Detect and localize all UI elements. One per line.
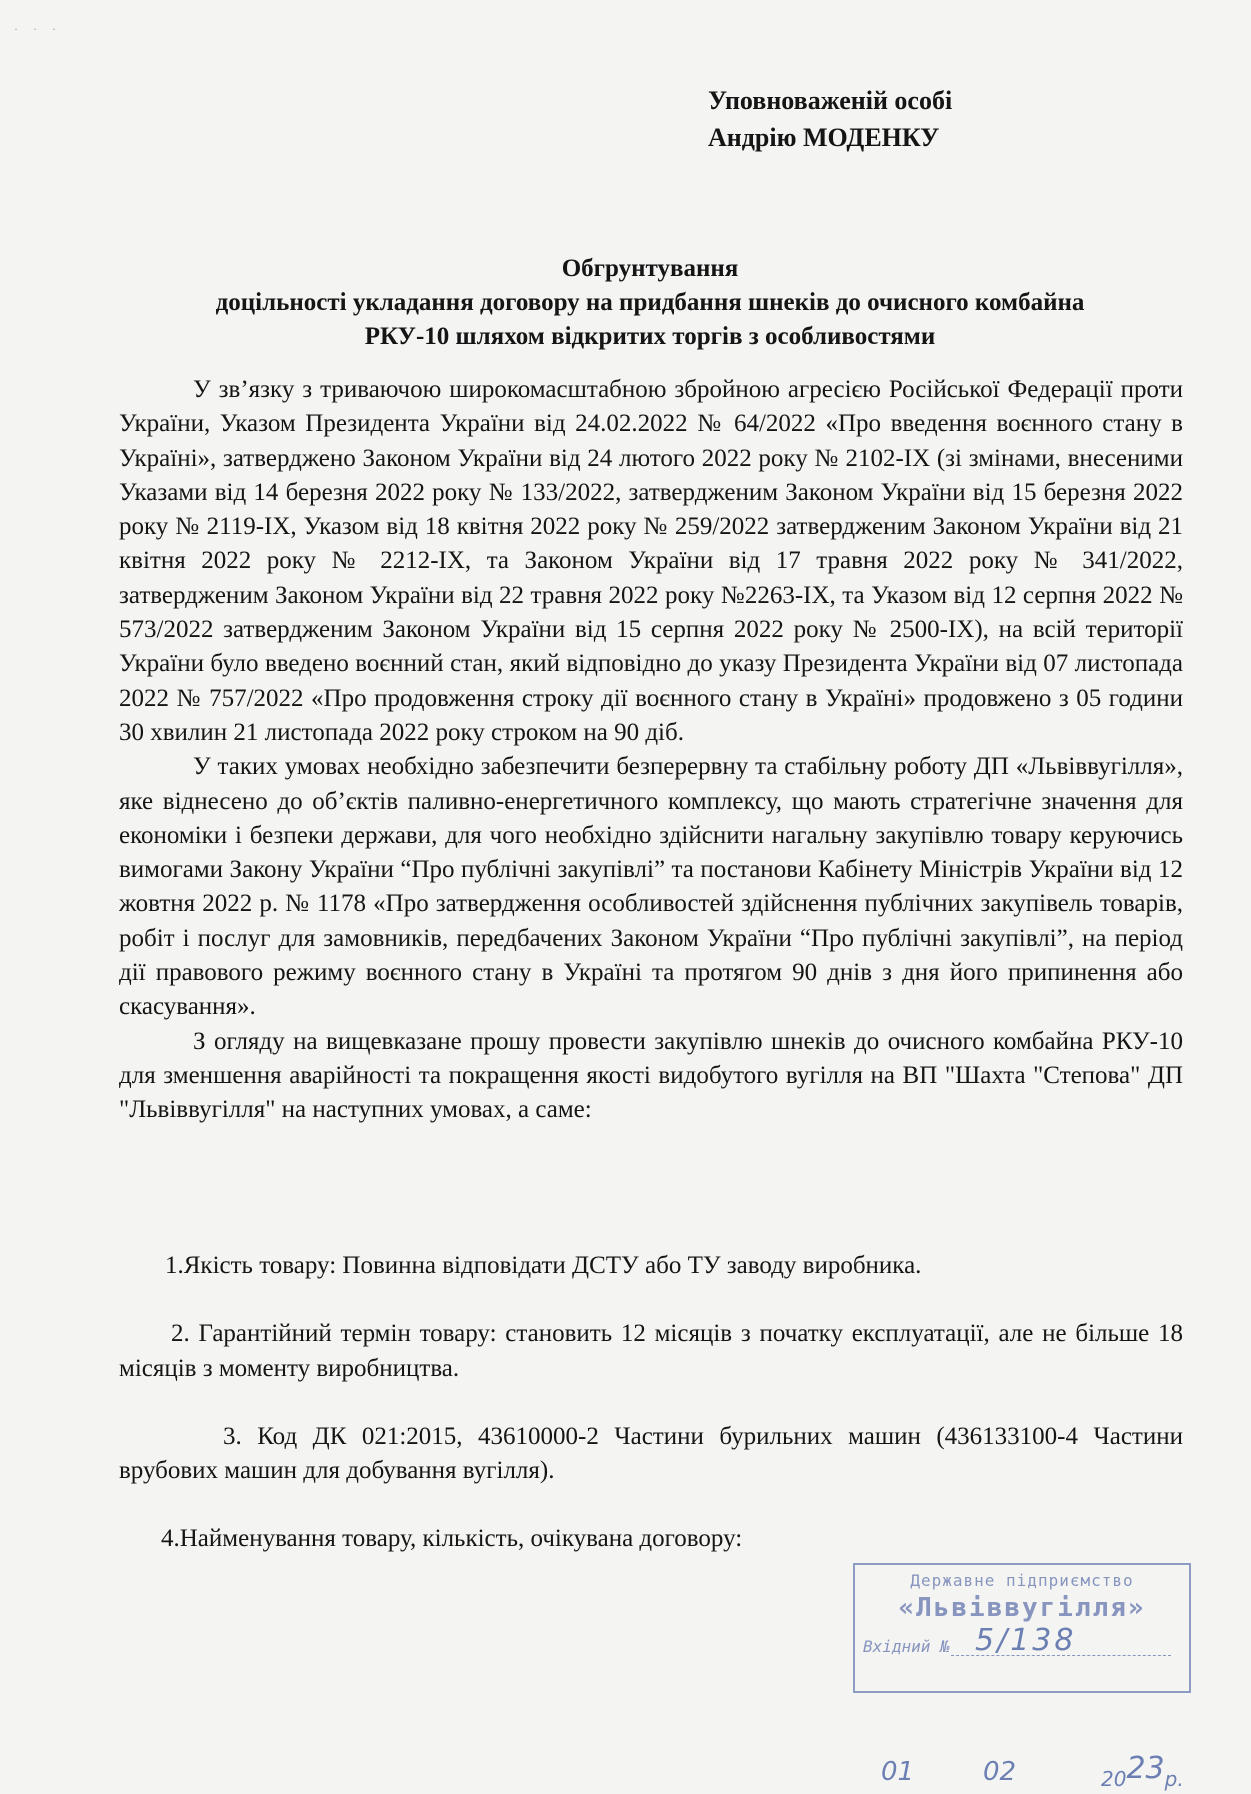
scan-marks: · · · (14, 22, 62, 36)
stamp-month: 02 (983, 1757, 1017, 1787)
addressee-line2: Андрію МОДЕНКУ (708, 123, 940, 152)
condition-item-4: 4.Найменування товару, кількість, очікувана договору: (161, 1525, 743, 1553)
stamp-org-type: Державне підприємство (910, 1571, 1134, 1590)
stamp-year-end: р. (1164, 1767, 1184, 1791)
addressee-line1: Уповноваженій особі (708, 86, 953, 115)
condition-item-3: 3. Код ДК 021:2015, 43610000-2 Частини бурильних машин (436133100-4 Частини врубових машин для добування вугілля). (119, 1422, 1183, 1485)
title-line2: доцільності укладання договору на придбання шнеків до очисного комбайна (215, 289, 1085, 316)
stamp-year (1101, 1751, 1184, 1794)
stamp-day: 01 (881, 1757, 915, 1787)
stamp-year-suffix: 23 (1126, 1751, 1165, 1786)
addressee-block (708, 82, 952, 156)
paragraph-2: У таких умовах необхідно забезпечити безперервну та стабільну роботу ДП «Львіввугілля», яке віднесено до об’єктів паливно-енергетичного комплексу, що мають стратегічне значення для економіки і безпеки держави, для чого необхідно здійснити нагальну закупівлю товару керуючись вимогами Закону України “Про публічні закупівлі” та постанови Кабінету Міністрів України від 12 жовтня 2022 р. № 1178 «Про затвердження особливостей здійснення публічних закупівель товарів, робіт і послуг для замовників, передбачених Законом України “Про публічні закупівлі”, на період дії правового режиму воєнного стану в Україні та протягом 90 днів з дня його припинення або скасування». (119, 753, 1183, 1021)
paragraph-3: З огляду на вищевказане прошу провести закупівлю шнеків до очисного комбайна РКУ-10 для зменшення аварійності та покращення якості видобутого вугілля на ВП "Шахта "Степова" ДП "Львіввугілля" на наступних умовах, а саме: (119, 1027, 1183, 1124)
stamp-org-name: «Львіввугілля» (898, 1593, 1146, 1623)
stamp-number-rule (951, 1655, 1171, 1656)
stamp-year-prefix: 20 (1101, 1767, 1127, 1791)
document-body (119, 373, 1183, 1128)
condition-item-1: 1.Якість товару: Повинна відповідати ДСТУ або ТУ заводу виробника. (165, 1252, 922, 1279)
title-line1: Обгрунтування (561, 255, 739, 282)
stamp-incoming-label: Вхідний № (863, 1637, 950, 1656)
condition-item-2: 2. Гарантійний термін товару: становить 12 місяців з початку експлуатації, але не більше 18 місяців з моменту виробництва. (119, 1320, 1183, 1382)
incoming-registration-stamp (853, 1563, 1191, 1791)
document-title (120, 252, 1180, 354)
conditions-list (119, 1249, 1183, 1557)
paragraph-1: У зв’язку з триваючою широкомасштабною збройною агресією Російської Федерації проти України, Указом Президента України від 24.02.2022 № 64/2022 «Про введення воєнного стану в Україні», затверджено Законом України від 24 лютого 2022 року № 2102-IX (зі змінами, внесеними Указами від 14 березня 2022 року № 133/2022, затвердженим Законом України від 15 березня 2022 року № 2119-IX, Указом від 18 квітня 2022 року № 259/2022 затвердженим Законом України від 21 квітня 2022 року № 2212-IX, та Законом України від 17 травня 2022 року № 341/2022, затвердженим Законом України від 22 травня 2022 року №2263-IX, та Указом від 12 серпня 2022 № 573/2022 затвердженим Законом України від 15 серпня 2022 року № 2500-IX), на всій території України було введено воєнний стан, який відповідно до указу Президента України від 07 листопада 2022 № 757/2022 «Про продовження строку дії воєнного стану в Україні» продовжено з 05 години 30 хвилин 21 листопада 2022 року строком на 90 діб. (119, 376, 1183, 746)
stamp-incoming-number: 5/138 (975, 1623, 1077, 1658)
title-line3: РКУ-10 шляхом відкритих торгів з особливостями (364, 323, 936, 350)
